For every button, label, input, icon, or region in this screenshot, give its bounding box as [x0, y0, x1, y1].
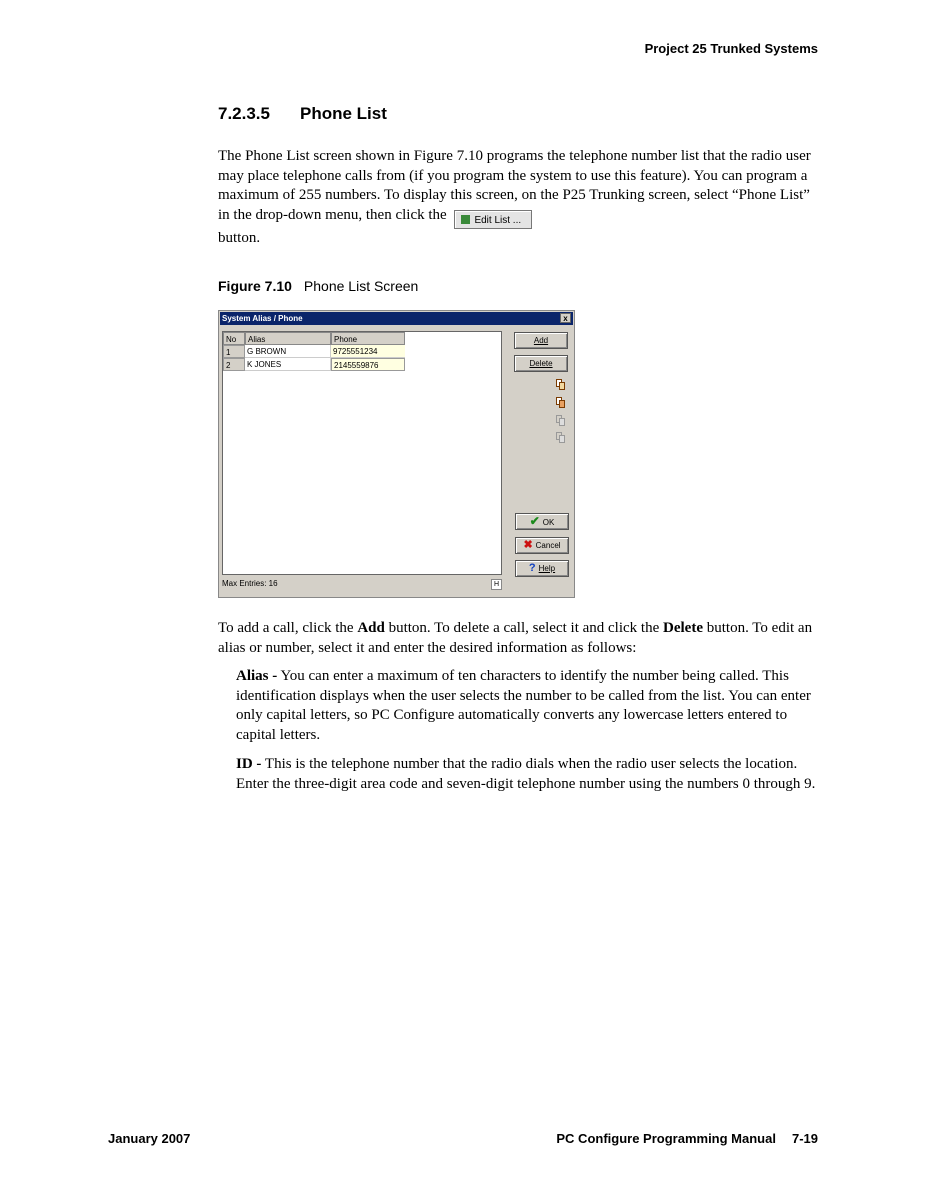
cancel-x-icon: ✖ [523, 539, 533, 551]
paste-disabled-icon [556, 432, 565, 443]
help-label: Help [538, 564, 556, 573]
intro-tail: button. [218, 229, 261, 246]
alias-cell[interactable]: K JONES [245, 358, 331, 371]
intro-paragraph [218, 147, 818, 248]
copy-disabled-icon [556, 415, 565, 426]
id-field-description [236, 755, 818, 794]
add-term: Add [357, 620, 385, 636]
row-number: 1 [223, 345, 245, 358]
delete-label: Delete [529, 359, 553, 368]
max-entries-status: Max Entries: 16 [222, 579, 278, 588]
instructions-text: To add a call, click the [218, 620, 358, 636]
phone-grid[interactable] [222, 331, 502, 575]
field-desc: You can enter a maximum of ten characters to identify the number being called. This identification displays when the user selects the number to be called from the list. You can enter only capital letters, so PC Configure automatically converts any lowercase letters entered to capital letters. [236, 668, 811, 743]
paste-icon[interactable] [556, 397, 565, 408]
mode-indicator: H [491, 579, 502, 590]
field-desc: This is the telephone number that the radio dials when the radio user selects the location. Enter the three-digit area code and seven-digit telephone number using the numbers 0 through 9. [236, 756, 816, 792]
intro-text: The Phone List screen shown in Figure 7.10 programs the telephone number list that the radio user may place telephone calls from (if you program the system to use this feature). You can program a maximum of 255 numbers. To display this screen, on the P25 Trunking screen, select “Phone List” in the drop-down menu, then click the [218, 148, 811, 223]
ok-button[interactable] [515, 513, 569, 530]
edit-list-button-image [454, 210, 532, 229]
alias-field-description [236, 667, 818, 745]
cancel-button[interactable] [515, 537, 569, 554]
cancel-label: Cancel [535, 541, 561, 550]
question-mark-icon: ? [528, 562, 536, 574]
phone-cell-editing[interactable]: 2145559876 [331, 358, 405, 371]
add-label: Add [533, 336, 549, 345]
checkmark-icon: ✔ [529, 514, 540, 528]
add-button[interactable] [514, 332, 568, 349]
copy-icon[interactable] [556, 379, 565, 390]
edit-list-label: Edit List ... [474, 214, 522, 226]
column-header-phone[interactable]: Phone [331, 332, 405, 345]
footer-date: January 2007 [108, 1131, 191, 1146]
footer-manual-title: PC Configure Programming Manual [556, 1131, 776, 1146]
row-number: 2 [223, 358, 245, 371]
footer-manual [556, 1131, 818, 1146]
instructions-text: button. To edit an alias or number, select it and enter the desired information as follows: [218, 620, 813, 656]
phone-list-dialog [218, 310, 575, 598]
dialog-title-bar [220, 312, 573, 325]
section-title: Phone List [300, 104, 387, 123]
alias-cell[interactable]: G BROWN [245, 345, 331, 358]
column-header-no[interactable]: No [223, 332, 245, 345]
footer-page-number: 7-19 [791, 1131, 818, 1146]
section-number: 7.2.3.5 [218, 104, 270, 123]
field-term: ID - [236, 756, 262, 772]
instructions-paragraph [218, 619, 818, 658]
ok-label: OK [542, 518, 555, 527]
delete-term: Delete [663, 620, 703, 636]
delete-button[interactable] [514, 355, 568, 372]
figure-caption [218, 278, 418, 294]
instructions-text: button. To delete a call, select it and click the [384, 620, 664, 636]
dialog-title: System Alias / Phone [222, 314, 303, 323]
column-header-alias[interactable]: Alias [245, 332, 331, 345]
running-header: Project 25 Trunked Systems [644, 41, 818, 56]
figure-label: Figure 7.10 [218, 278, 292, 294]
close-button[interactable]: x [560, 313, 571, 323]
field-term: Alias - [236, 668, 278, 684]
section-heading [218, 104, 387, 124]
help-button[interactable] [515, 560, 569, 577]
list-icon [461, 215, 470, 224]
figure-title: Phone List Screen [303, 278, 419, 294]
phone-cell[interactable]: 9725551234 [331, 345, 405, 358]
